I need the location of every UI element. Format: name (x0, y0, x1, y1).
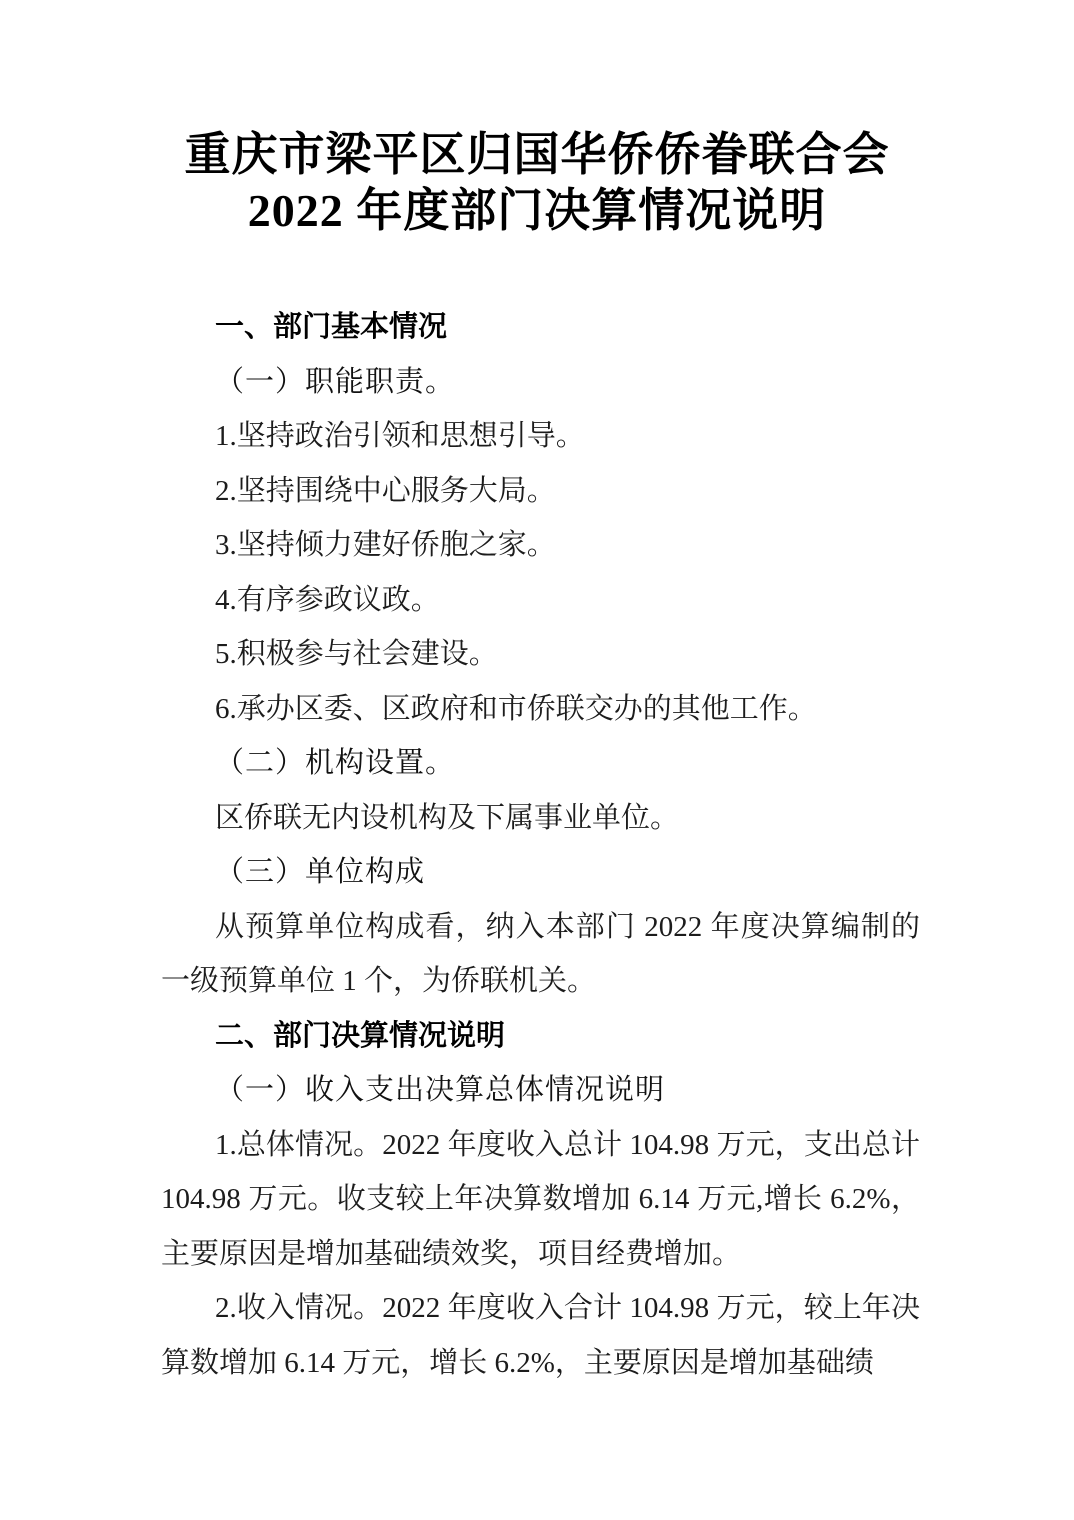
paragraph-overall-situation: 1.总体情况。2022 年度收入总计 104.98 万元，支出总计 104.98 万元。收支较上年决算数增加 6.14 万元,增长 6.2%，主要原因是增加基础绩效奖，项目经费增加。 (161, 1128, 920, 1270)
paragraph-duty-1: 1.坚持政治引领和思想引导。 (215, 420, 585, 452)
paragraph-duty-6: 6.承办区委、区政府和市侨联交办的其他工作。 (215, 692, 817, 725)
document-title (0, 0, 1074, 239)
paragraph-duty-2: 2.坚持围绕中心服务大局。 (215, 474, 556, 507)
subsection-heading-1-3: （三）单位构成 (215, 856, 426, 888)
subsection-heading-2-1: （一）收入支出决算总体情况说明 (215, 1074, 666, 1106)
subsection-heading-1-2: （二）机构设置。 (215, 747, 456, 779)
section-heading-1: 一、部门基本情况 (215, 311, 448, 343)
paragraph-org-setup: 区侨联无内设机构及下属事业单位。 (215, 801, 680, 834)
paragraph-unit-composition: 从预算单位构成看，纳入本部门 2022 年度决算编制的一级预算单位 1 个，为侨联机关。 (161, 910, 920, 997)
paragraph-duty-5: 5.积极参与社会建设。 (215, 638, 498, 670)
paragraph-duty-4: 4.有序参政议政。 (215, 583, 440, 616)
document-title-line2: 2022 年度部门决算情况说明 (247, 185, 827, 236)
document-body (161, 300, 920, 1390)
document-title-line1: 重庆市梁平区归国华侨侨眷联合会 (184, 129, 890, 180)
section-heading-2: 二、部门决算情况说明 (215, 1019, 506, 1052)
paragraph-duty-3: 3.坚持倾力建好侨胞之家。 (215, 529, 556, 561)
subsection-heading-1-1: （一）职能职责。 (215, 365, 456, 398)
paragraph-income-situation: 2.收入情况。2022 年度收入合计 104.98 万元，较上年决算数增加 6.14 万元，增长 6.2%，主要原因是增加基础绩 (161, 1292, 920, 1379)
